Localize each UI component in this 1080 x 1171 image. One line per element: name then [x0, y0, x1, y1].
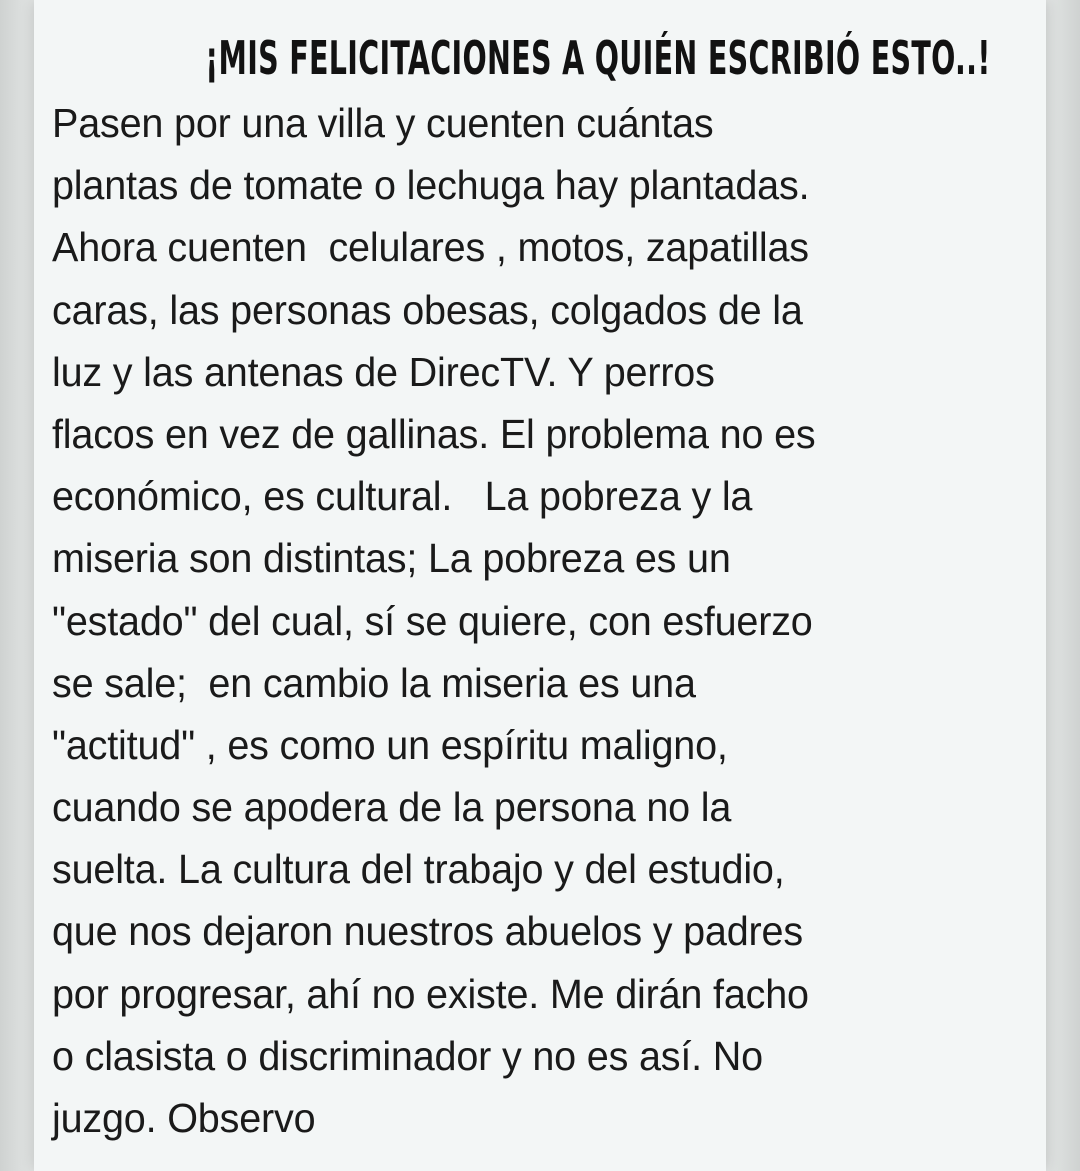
- body-line: económico, es cultural. La pobreza y la: [52, 473, 753, 520]
- background-right-edge: [1046, 0, 1080, 1171]
- body-line: plantas de tomate o lechuga hay plantadas.: [52, 162, 810, 209]
- body-line: que nos dejaron nuestros abuelos y padres: [52, 908, 803, 955]
- body-line: juzgo. Observo: [52, 1095, 316, 1141]
- body-line: flacos en vez de gallinas. El problema no es: [52, 410, 816, 457]
- body-line: Pasen por una villa y cuenten cuántas: [52, 100, 714, 146]
- body-line: Ahora cuenten celulares , motos, zapatillas: [52, 224, 809, 271]
- body-line: suelta. La cultura del trabajo y del estudio,: [52, 846, 785, 893]
- background-left-edge: [0, 0, 34, 1171]
- body-line: caras, las personas obesas, colgados de la: [52, 286, 803, 333]
- body-line: luz y las antenas de DirecTV. Y perros: [52, 348, 715, 395]
- body-text: [52, 92, 1042, 1149]
- headline-title: ¡MIS FELICITACIONES A QUIÉN ESCRIBIÓ ESTO..!: [205, 31, 991, 85]
- body-line: se sale; en cambio la miseria es una: [52, 659, 696, 706]
- body-line: "estado" del cual, sí se quiere, con esfuerzo: [52, 597, 813, 644]
- body-line: o clasista o discriminador y no es así. No: [52, 1032, 763, 1079]
- body-line: "actitud" , es como un espíritu maligno,: [52, 721, 728, 768]
- body-line: miseria son distintas; La pobreza es un: [52, 535, 731, 582]
- body-line: por progresar, ahí no existe. Me dirán facho: [52, 970, 809, 1017]
- body-line: cuando se apodera de la persona no la: [52, 784, 732, 831]
